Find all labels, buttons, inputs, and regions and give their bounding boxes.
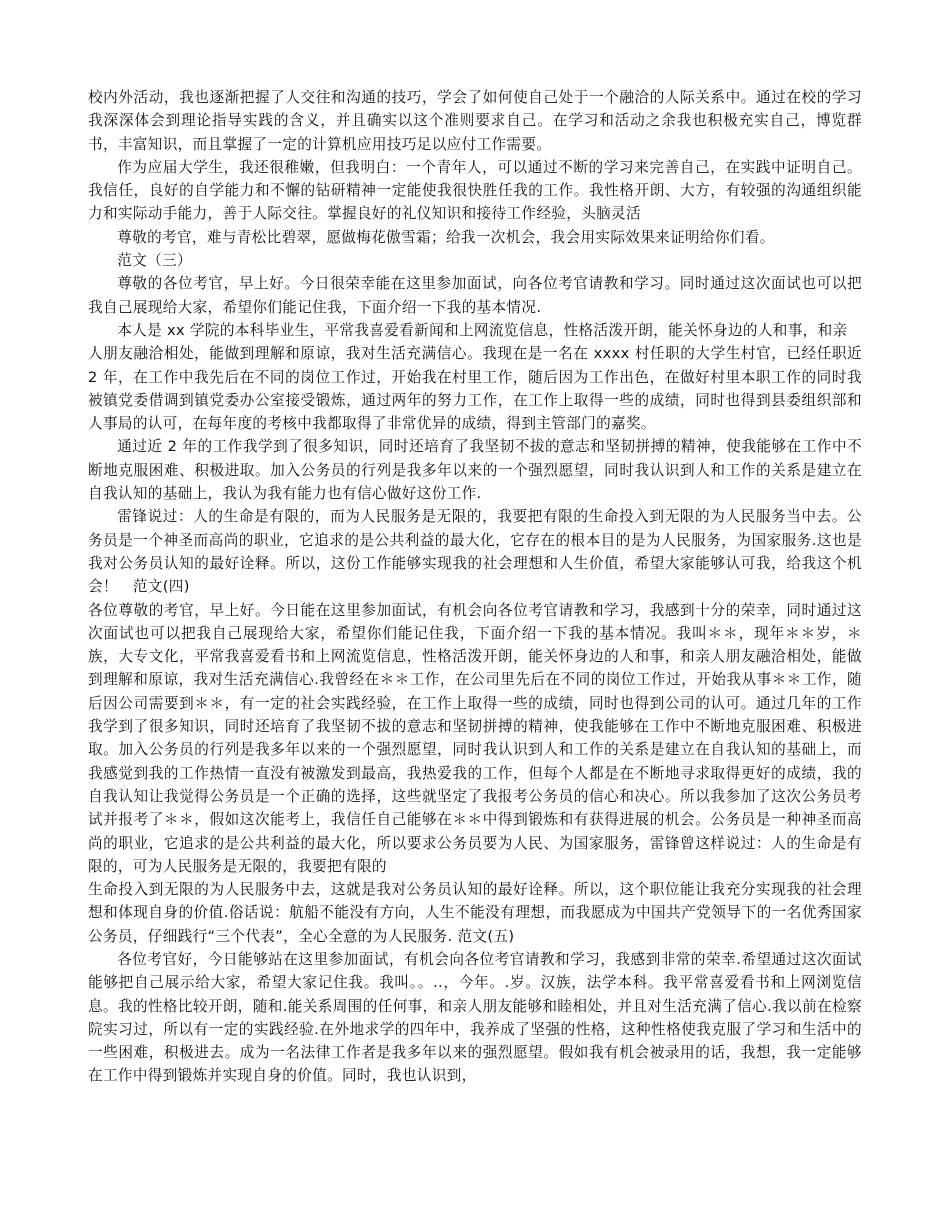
paragraph-3: 尊敬的考官，难与青松比碧翠，愿做梅花傲雪霜；给我一次机会，我会用实际效果来证明给你们看。 [117, 228, 775, 246]
paragraph-9: 雷锋说过：人的生命是有限的，而为人民服务是无限的，我要把有限的生命投入到无限的为人民服务当中去。公务员是一个神圣而高尚的职业，它追求的是公共利益的最大化，它存在的根本目的是为人民服务，为国家服务.这也是我对公务员认知的最好诠释。所以，这份工作能够实现我的社会理想和人生价值，希望大家能够认可我，给我这个机会！ 范文(四) [88, 508, 862, 596]
paragraph-6: 本人是 xx 学院的本科毕业生，平常我喜爱看新闻和上网流览信息，性格活泼开朗，能关怀身边的人和事，和亲 [117, 321, 848, 339]
paragraph-1: 校内外活动，我也逐渐把握了人交往和沟通的技巧，学会了如何使自己处于一个融洽的人际关系中。通过在校的学习我深深体会到理论指导实践的含义，并且确实以这个准则要求自己。在学习和活动之余我也积极充实自己，博览群书，丰富知识，而且掌握了一定的计算机应用技巧足以应付工作需要。 [88, 89, 862, 153]
paragraph-8: 通过近 2 年的工作我学到了很多知识，同时还培育了我坚韧不拔的意志和坚韧拼搏的精神，使我能够在工作中不断地克服困难、积极进取。加入公务员的行列是我多年以来的一个强烈愿望，同时我认识到人和工作的关系是建立在自我认知的基础上，我认为我有能力也有信心做好这份工作. [88, 438, 862, 503]
paragraph-10: 各位尊敬的考官，早上好。今日能在这里参加面试，有机会向各位考官请教和学习，我感到十分的荣幸，同时通过这次面试也可以把我自己展现给大家，希望你们能记住我，下面介绍一下我的基本情况。我叫＊＊，现年＊＊岁，＊族，大专文化，平常我喜爱看书和上网流览信息，性格活泼开朗，能关怀身边的人和事，和亲人朋友融洽相处，能做到理解和原谅，我对生活充满信心.我曾经在＊＊工作，在公司里先后在不同的岗位工作过，开始我从事＊＊工作，随后因公司需要到＊＊，有一定的社会实践经验，在工作上取得一些的成绩，同时也得到公司的认可。通过几年的工作我学到了很多知识，同时还培育了我坚韧不拔的意志和坚韧拼搏的精神，使我能够在工作中不断地克服困难、积极进取。加入公务员的行列是我多年以来的一个强烈愿望，同时我认识到人和工作的关系是建立在自我认知的基础上，而我感觉到我的工作热情一直没有被激发到最高，我热爱我的工作，但每个人都是在不断地寻求取得更好的成绩，我的自我认知让我觉得公务员是一个正确的选择，这些就坚定了我报考公务员的信心和决心。所以我参加了这次公务员考试并报考了＊＊，假如这次能考上，我信任自己能够在＊＊中得到锻炼和有获得进展的机会。公务员是一种神圣而高尚的职业，它追求的是公共利益的最大化，所以要求公务员要为人民、为国家服务，雷锋曾这样说过：人的生命是有限的，可为人民服务是无限的，我要把有限的 [88, 601, 862, 875]
paragraph-5: 尊敬的各位考官，早上好。今日很荣幸能在这里参加面试，向各位考官请教和学习。同时通过这次面试也可以把我自己展现给大家，希望你们能记住我，下面介绍一下我的基本情况. [88, 275, 862, 316]
paragraph-12: 各位考官好，今日能够站在这里参加面试，有机会向各位考官请教和学习，我感到非常的荣幸.希望通过这次面试能够把自己展示给大家，希望大家记住我。我叫。。..，今年。.岁。汉族，法学本科。我平常喜爱看书和上网浏览信息。我的性格比较开朗，随和.能关系周围的任何事，和亲人朋友能够和睦相处，并且对生活充满了信心.我以前在检察院实习过，所以有一定的实践经验.在外地求学的四年中，我养成了坚强的性格，这种性格使我克服了学习和生活中的一些困难，积极进去。成为一名法律工作者是我多年以来的强烈愿望。假如我有机会被录用的话，我想，我一定能够在工作中得到锻炼并实现自身的价值。同时，我也认识到， [88, 950, 862, 1085]
document-body [88, 86, 862, 1088]
paragraph-2: 作为应届大学生，我还很稚嫩，但我明白：一个青年人，可以通过不断的学习来完善自己，在实践中证明自己。我信任，良好的自学能力和不懈的钻研精神一定能使我很快胜任我的工作。我性格开朗、大方，有较强的沟通组织能力和实际动手能力，善于人际交往。掌握良好的礼仪知识和接待工作经验，头脑灵活 [88, 158, 862, 223]
section-heading-3: 范文（三） [117, 252, 192, 270]
paragraph-7: 人朋友融洽相处，能做到理解和原谅，我对生活充满信心。我现在是一名在 xxxx 村任职的大学生村官，已经任职近 2 年，在工作中我先后在不同的岗位工作过，开始我在村里工作，随后因为工作出色，在做好村里本职工作的同时我被镇党委借调到镇党委办公室接受锻炼，通过两年的努力工作，在工作上取得一些的成绩，同时也得到县委组织部和人事局的认可，在每年度的考核中我都取得了非常优异的成绩，得到主管部门的嘉奖。 [88, 345, 862, 433]
paragraph-11: 生命投入到无限的为人民服务中去，这就是我对公务员认知的最好诠释。所以，这个职位能让我充分实现我的社会理想和体现自身的价值.俗话说：航船不能没有方向，人生不能没有理想，而我愿成为中国共产党领导下的一名优秀国家公务员，仔细践行“三个代表”，全心全意的为人民服务. 范文(五) [88, 881, 862, 945]
